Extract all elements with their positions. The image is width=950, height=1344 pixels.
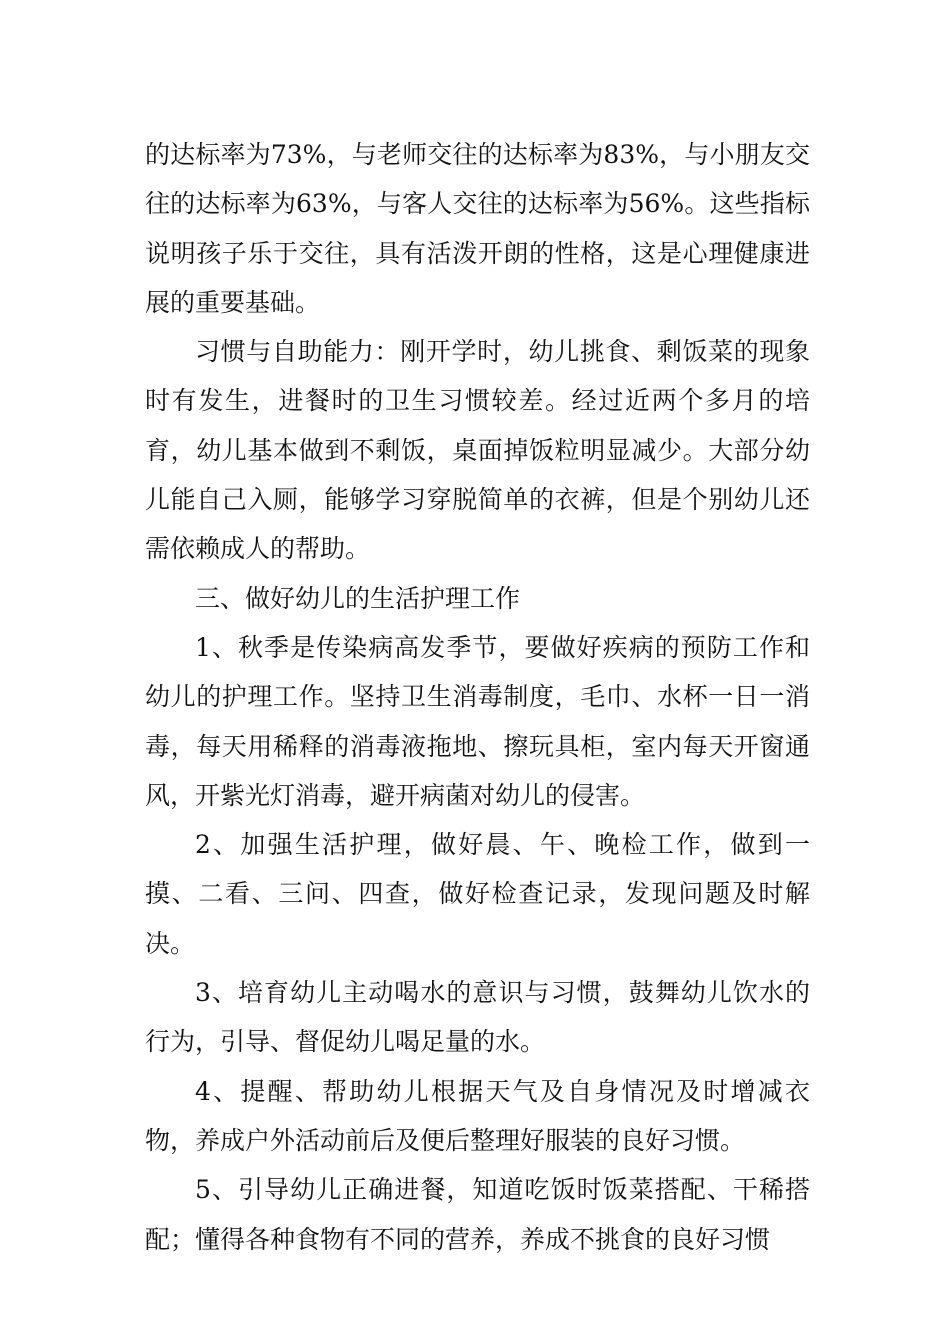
list-item-2: 2、加强生活护理，做好晨、午、晚检工作，做到一摸、二看、三问、四查，做好检查记录，发现问题及时解决。 (145, 830, 810, 958)
section-heading: 三、做好幼儿的生活护理工作 (195, 583, 521, 613)
list-item-5: 5、引导幼儿正确进餐，知道吃饭时饭菜搭配、干稀搭配；懂得各种食物有不同的营养，养成不挑食的良好习惯 (145, 1175, 810, 1254)
list-item-1: 1、秋季是传染病高发季节，要做好疾病的预防工作和幼儿的护理工作。坚持卫生消毒制度，毛巾、水杯一日一消毒，每天用稀释的消毒液拖地、擦玩具柜，室内每天开窗通风，开紫光灯消毒，避开病菌对幼儿的侵害。 (145, 632, 810, 810)
document-body (145, 130, 810, 1264)
list-item-3: 3、培育幼儿主动喝水的意识与习惯，鼓舞幼儿饮水的行为，引导、督促幼儿喝足量的水。 (145, 978, 810, 1057)
paragraph-habits: 习惯与自助能力：刚开学时，幼儿挑食、剩饭菜的现象时有发生，进餐时的卫生习惯较差。经过近两个多月的培育，幼儿基本做到不剩饭，桌面掉饭粒明显减少。大部分幼儿能自己入厕，能够学习穿脱简单的衣裤，但是个别幼儿还需依赖成人的帮助。 (145, 337, 810, 564)
list-item-4: 4、提醒、帮助幼儿根据天气及自身情况及时增减衣物，养成户外活动前后及便后整理好服装的良好习惯。 (145, 1076, 810, 1155)
paragraph-continued: 的达标率为73%，与老师交往的达标率为83%，与小朋友交往的达标率为63%，与客人交往的达标率为56%。这些指标说明孩子乐于交往，具有活泼开朗的性格，这是心理健康进展的重要基础。 (145, 140, 810, 317)
